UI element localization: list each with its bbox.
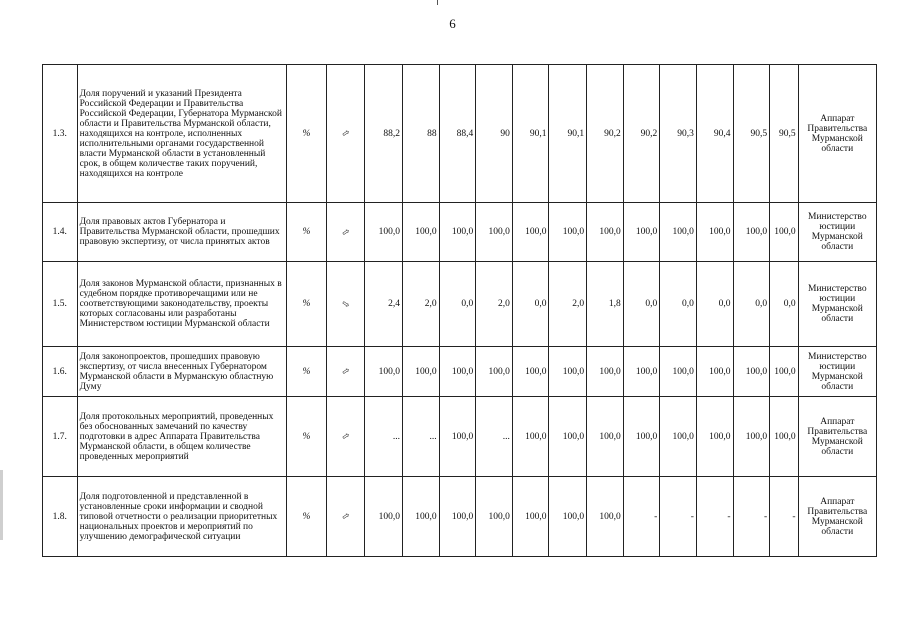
trend-cell [326, 65, 365, 203]
value-cell: 100,0 [587, 477, 624, 557]
value-cell: ... [403, 397, 440, 477]
value-cell: 100,0 [549, 477, 587, 557]
value-cell: 90,2 [587, 65, 624, 203]
value-cell: 100,0 [439, 203, 476, 262]
row-number: 1.4. [43, 203, 78, 262]
row-number: 1.8. [43, 477, 78, 557]
value-cell: 2,0 [549, 262, 587, 347]
row-number: 1.3. [43, 65, 78, 203]
table-row [43, 262, 877, 347]
value-cell: 88,4 [439, 65, 476, 203]
table-row [43, 65, 877, 203]
trend-cell [326, 262, 365, 347]
value-cell: 100,0 [660, 397, 697, 477]
value-cell: 90,2 [623, 65, 660, 203]
indicator-description: Доля законов Мурманской области, признанных в судебном порядке противоречащими или не соответствующими законодательству, проекты которых согласованы или разработаны Министерством юстиции Мурманской области [77, 262, 287, 347]
value-cell: 100,0 [365, 347, 403, 397]
table-row [43, 477, 877, 557]
value-cell: 100,0 [365, 203, 403, 262]
responsible-body: Министерство юстиции Мурманской области [798, 262, 876, 347]
up-arrow-icon: ⇨ [339, 225, 352, 238]
value-cell: 0,0 [733, 262, 770, 347]
responsible-body: Министерство юстиции Мурманской области [798, 203, 876, 262]
trend-cell [326, 477, 365, 557]
value-cell: 100,0 [660, 347, 697, 397]
value-cell: 100,0 [439, 477, 476, 557]
value-cell: - [733, 477, 770, 557]
value-cell: 100,0 [733, 347, 770, 397]
value-cell: 100,0 [733, 203, 770, 262]
indicator-description: Доля правовых актов Губернатора и Правительства Мурманской области, прошедших правовую экспертизу, от числа принятых актов [77, 203, 287, 262]
value-cell: 100,0 [403, 477, 440, 557]
indicator-description: Доля подготовленной и представленной в установленные сроки информации и сводной типовой отчетности о реализации приоритетных национальных проектов и мероприятий по улучшению демографической ситуации [77, 477, 287, 557]
up-arrow-icon: ⇨ [339, 364, 352, 378]
value-cell: 100,0 [623, 203, 660, 262]
table-row [43, 397, 877, 477]
value-cell: 100,0 [587, 203, 624, 262]
value-cell: ... [476, 397, 513, 477]
value-cell: 100,0 [770, 347, 798, 397]
page-number: 6 [449, 16, 456, 31]
unit-cell: % [287, 262, 327, 347]
value-cell: 90,1 [549, 65, 587, 203]
indicators-table [42, 64, 877, 557]
value-cell: 100,0 [733, 397, 770, 477]
value-cell: 100,0 [512, 347, 549, 397]
unit-cell: % [287, 477, 327, 557]
value-cell: 0,0 [696, 262, 733, 347]
table-row [43, 203, 877, 262]
indicator-description: Доля поручений и указаний Президента Российской Федерации и Правительства Российской Федерации, Губернатора Мурманской области и Правительства Мурманской области, находящихся на контроле, исполненных исполнительными органами государственной власти Мурманской области в установленный срок, в общем количестве таких поручений, находящихся на контроле [77, 65, 287, 203]
value-cell: 2,0 [476, 262, 513, 347]
value-cell: 2,4 [365, 262, 403, 347]
scan-edge-mark [0, 470, 3, 540]
value-cell: - [696, 477, 733, 557]
value-cell: 90 [476, 65, 513, 203]
value-cell: 100,0 [476, 477, 513, 557]
value-cell: 100,0 [439, 347, 476, 397]
up-arrow-icon: ⇨ [339, 429, 352, 443]
value-cell: 0,0 [512, 262, 549, 347]
value-cell: 100,0 [587, 347, 624, 397]
value-cell: 1,8 [587, 262, 624, 347]
responsible-body: Аппарат Правительства Мурманской области [798, 477, 876, 557]
value-cell: 100,0 [512, 477, 549, 557]
value-cell: 100,0 [549, 203, 587, 262]
scan-tick-mark [437, 0, 438, 5]
value-cell: 100,0 [512, 397, 549, 477]
value-cell: 100,0 [439, 397, 476, 477]
value-cell: 100,0 [770, 397, 798, 477]
value-cell: 90,5 [770, 65, 798, 203]
row-number: 1.6. [43, 347, 78, 397]
value-cell: 100,0 [587, 397, 624, 477]
value-cell: 100,0 [623, 397, 660, 477]
trend-cell [326, 203, 365, 262]
value-cell: 90,4 [696, 65, 733, 203]
indicator-description: Доля законопроектов, прошедших правовую экспертизу, от числа внесенных Губернатором Мурманской области в Мурманскую областную Думу [77, 347, 287, 397]
value-cell: 88 [403, 65, 440, 203]
value-cell: 100,0 [476, 203, 513, 262]
value-cell: 0,0 [660, 262, 697, 347]
value-cell: 90,1 [512, 65, 549, 203]
value-cell: 0,0 [623, 262, 660, 347]
value-cell: 100,0 [365, 477, 403, 557]
value-cell: 90,3 [660, 65, 697, 203]
row-number: 1.7. [43, 397, 78, 477]
value-cell: 100,0 [770, 203, 798, 262]
value-cell: 100,0 [512, 203, 549, 262]
value-cell: 100,0 [403, 203, 440, 262]
unit-cell: % [287, 397, 327, 477]
trend-cell [326, 397, 365, 477]
table-row [43, 347, 877, 397]
value-cell: 100,0 [696, 347, 733, 397]
row-number: 1.5. [43, 262, 78, 347]
value-cell: 0,0 [770, 262, 798, 347]
value-cell: 100,0 [549, 397, 587, 477]
responsible-body: Аппарат Правительства Мурманской области [798, 397, 876, 477]
up-arrow-icon: ⇨ [339, 509, 352, 523]
value-cell: 100,0 [623, 347, 660, 397]
unit-cell: % [287, 65, 327, 203]
value-cell: 90,5 [733, 65, 770, 203]
down-arrow-icon: ⇨ [339, 297, 352, 310]
indicator-description: Доля протокольных мероприятий, проведенных без обоснованных замечаний по качеству подготовки в адрес Аппарата Правительства Мурманской области, в общем количестве проведенных мероприятий [77, 397, 287, 477]
value-cell: 100,0 [660, 203, 697, 262]
value-cell: - [770, 477, 798, 557]
responsible-body: Аппарат Правительства Мурманской области [798, 65, 876, 203]
unit-cell: % [287, 203, 327, 262]
unit-cell: % [287, 347, 327, 397]
value-cell: ... [365, 397, 403, 477]
value-cell: - [623, 477, 660, 557]
up-arrow-icon: ⇨ [339, 126, 352, 140]
value-cell: 0,0 [439, 262, 476, 347]
value-cell: 100,0 [403, 347, 440, 397]
value-cell: 88,2 [365, 65, 403, 203]
value-cell: 100,0 [696, 203, 733, 262]
responsible-body: Министерство юстиции Мурманской области [798, 347, 876, 397]
value-cell: 100,0 [476, 347, 513, 397]
value-cell: 2,0 [403, 262, 440, 347]
value-cell: - [660, 477, 697, 557]
value-cell: 100,0 [696, 397, 733, 477]
trend-cell [326, 347, 365, 397]
value-cell: 100,0 [549, 347, 587, 397]
